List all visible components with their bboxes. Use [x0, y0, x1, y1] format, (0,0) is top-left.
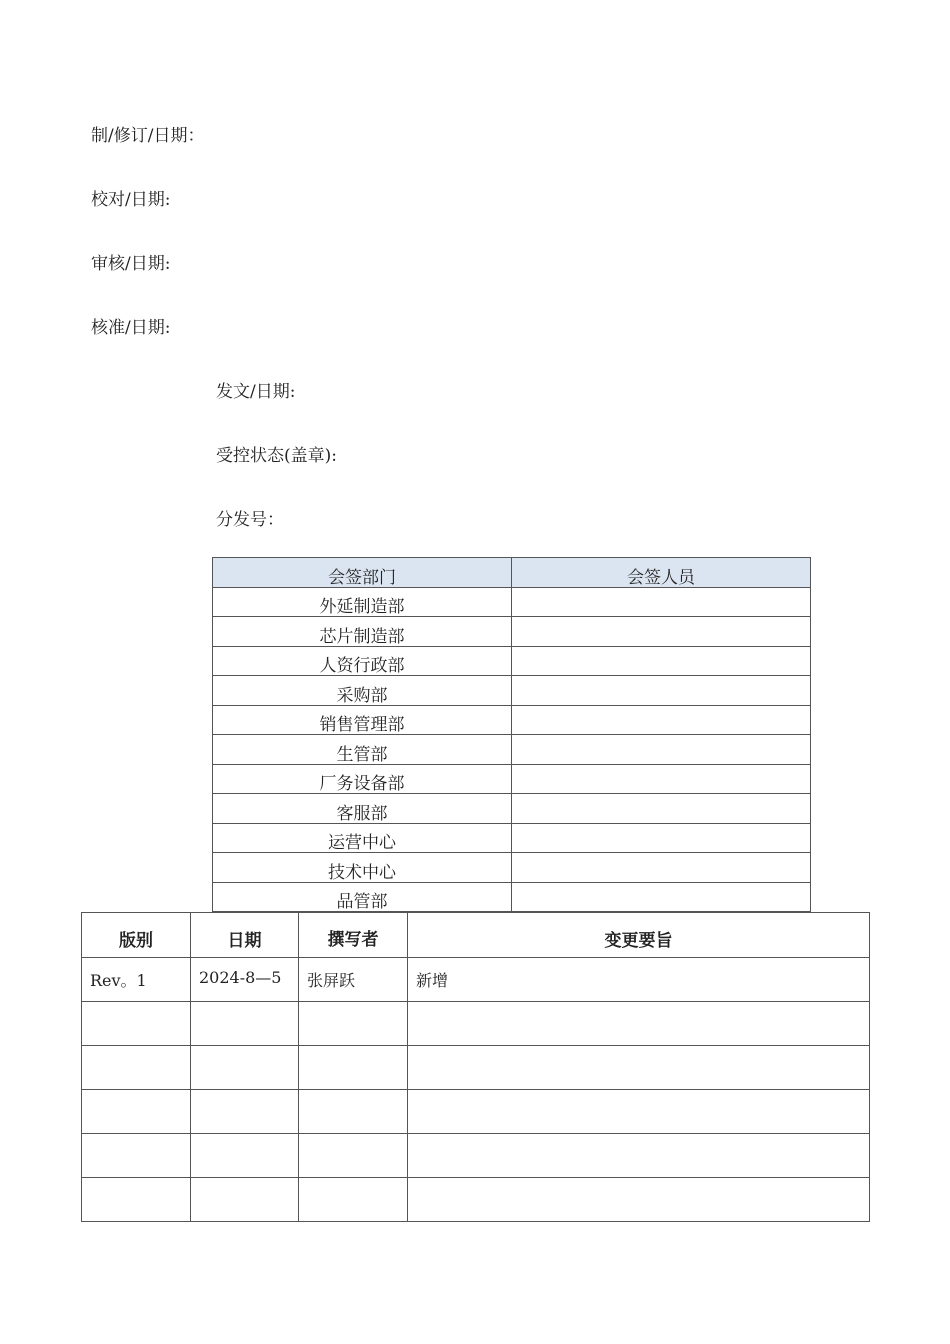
countersign-department-cell: 品管部: [213, 882, 512, 912]
reviewed-date-label: 审核/日期:: [91, 254, 171, 274]
revision-version-cell: [82, 1002, 191, 1046]
countersign-department-cell: 芯片制造部: [213, 617, 512, 647]
revision-date-cell: [191, 1178, 299, 1222]
revision-author-cell: [299, 1046, 408, 1090]
revision-summary-cell: [408, 1134, 870, 1178]
revision-version-cell: [82, 1090, 191, 1134]
revision-author-header: 撰写者: [299, 913, 408, 958]
revision-version-cell: Rev。1: [82, 958, 191, 1002]
approved-date-label: 核准/日期:: [91, 318, 171, 338]
revision-version-cell: [82, 1134, 191, 1178]
revision-row: [82, 1002, 870, 1046]
revision-author-cell: [299, 1134, 408, 1178]
countersign-row: [213, 794, 811, 824]
countersign-row: [213, 705, 811, 735]
revision-summary-cell: 新增: [408, 958, 870, 1002]
countersign-table: [212, 557, 811, 912]
revision-row: [82, 958, 870, 1002]
countersign-row: [213, 764, 811, 794]
countersign-signer-cell[interactable]: [512, 676, 811, 706]
countersign-signer-cell[interactable]: [512, 764, 811, 794]
countersign-row: [213, 853, 811, 883]
revision-author-cell: [299, 1002, 408, 1046]
revision-row: [82, 1134, 870, 1178]
countersign-department-cell: 厂务设备部: [213, 764, 512, 794]
countersign-signer-cell[interactable]: [512, 735, 811, 765]
revision-summary-cell: [408, 1178, 870, 1222]
countersign-department-cell: 运营中心: [213, 823, 512, 853]
countersign-row: [213, 617, 811, 647]
revision-author-cell: [299, 1090, 408, 1134]
revision-row: [82, 1090, 870, 1134]
countersign-department-header: 会签部门: [213, 558, 512, 588]
revision-summary-cell: [408, 1002, 870, 1046]
issued-date-label: 发文/日期:: [216, 382, 296, 402]
revision-version-cell: [82, 1046, 191, 1090]
control-status-label: 受控状态(盖章):: [216, 446, 337, 466]
revision-history-table: [81, 912, 870, 1222]
revision-row: [82, 1046, 870, 1090]
revision-date-cell: [191, 1002, 299, 1046]
countersign-department-cell: 采购部: [213, 676, 512, 706]
countersign-department-cell: 人资行政部: [213, 646, 512, 676]
countersign-signer-cell[interactable]: [512, 705, 811, 735]
countersign-row: [213, 882, 811, 912]
countersign-signer-cell[interactable]: [512, 646, 811, 676]
countersign-signer-cell[interactable]: [512, 823, 811, 853]
countersign-department-cell: 外延制造部: [213, 587, 512, 617]
countersign-row: [213, 823, 811, 853]
countersign-department-cell: 生管部: [213, 735, 512, 765]
revision-summary-header: 变更要旨: [408, 913, 870, 958]
countersign-signer-cell[interactable]: [512, 617, 811, 647]
countersign-header-row: [213, 558, 811, 588]
revision-version-header: 版别: [82, 913, 191, 958]
countersign-row: [213, 676, 811, 706]
checked-date-label: 校对/日期:: [91, 190, 171, 210]
revision-author-cell: [299, 1178, 408, 1222]
revision-date-cell: [191, 1090, 299, 1134]
countersign-department-cell: 销售管理部: [213, 705, 512, 735]
countersign-department-cell: 技术中心: [213, 853, 512, 883]
revision-header-row: [82, 913, 870, 958]
prepared-date-label: 制/修订/日期：: [91, 126, 205, 146]
countersign-signer-cell[interactable]: [512, 853, 811, 883]
countersign-department-cell: 客服部: [213, 794, 512, 824]
countersign-row: [213, 646, 811, 676]
distribution-number-label: 分发号：: [216, 510, 284, 530]
revision-date-header: 日期: [191, 913, 299, 958]
revision-date-cell: 2024-8—5: [191, 958, 299, 1002]
revision-date-cell: [191, 1134, 299, 1178]
countersign-signer-header: 会签人员: [512, 558, 811, 588]
countersign-row: [213, 735, 811, 765]
countersign-signer-cell[interactable]: [512, 794, 811, 824]
countersign-signer-cell[interactable]: [512, 882, 811, 912]
countersign-row: [213, 587, 811, 617]
revision-author-cell: 张屏跃: [299, 958, 408, 1002]
countersign-signer-cell[interactable]: [512, 587, 811, 617]
revision-summary-cell: [408, 1090, 870, 1134]
revision-version-cell: [82, 1178, 191, 1222]
revision-date-cell: [191, 1046, 299, 1090]
revision-row: [82, 1178, 870, 1222]
revision-summary-cell: [408, 1046, 870, 1090]
